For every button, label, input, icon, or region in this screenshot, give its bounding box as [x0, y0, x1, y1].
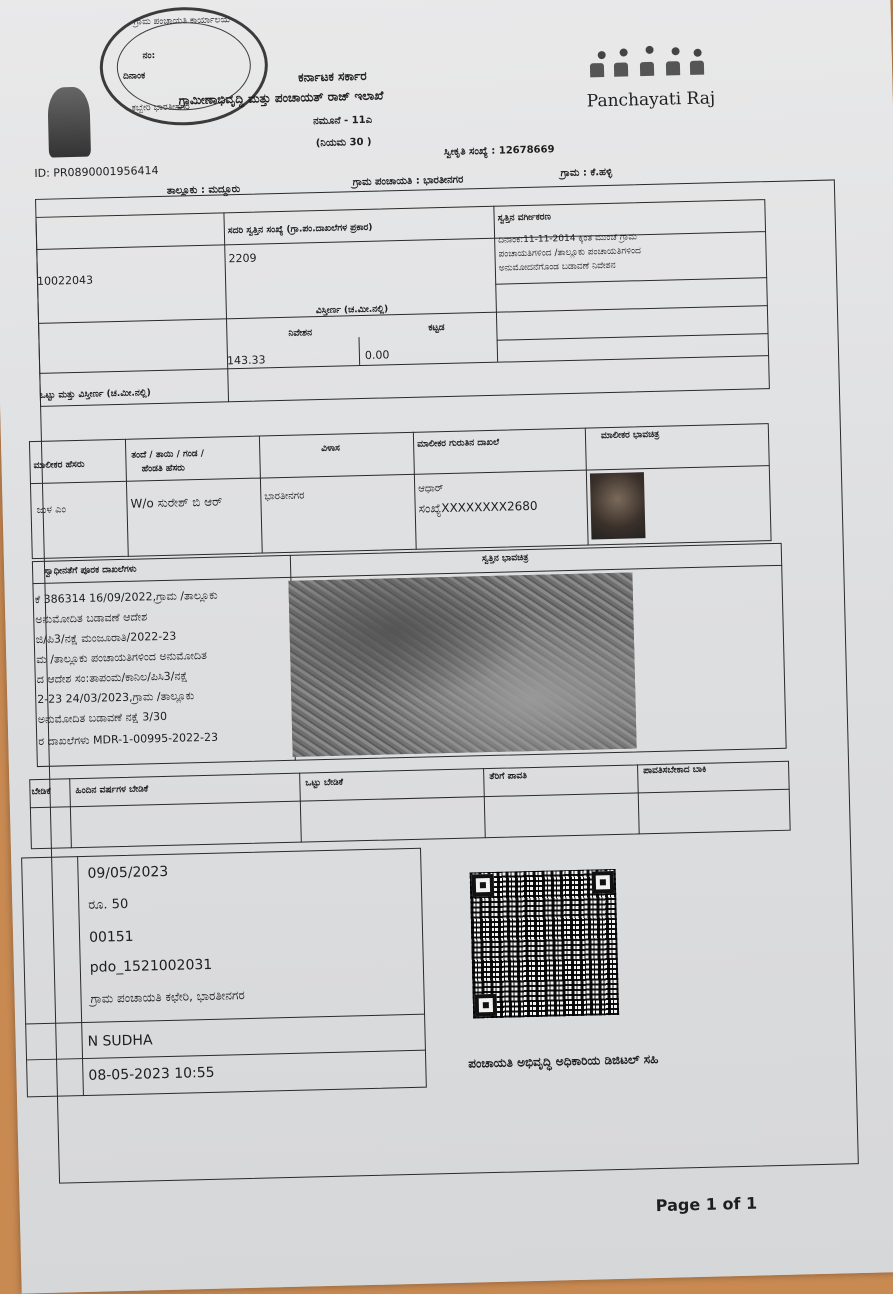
- tax-col-previous: ಹಿಂದಿನ ವರ್ಷಗಳ ಬೇಡಿಕೆ: [75, 784, 149, 797]
- col-parent-line-1: ತಂದೆ / ತಾಯಿ / ಗಂಡ /: [131, 448, 205, 461]
- page-number: Page 1 of 1: [655, 1193, 758, 1216]
- doc-line-7: ಅನುಮೋದಿತ ಬಡಾವಣೆ ನಕ್ಷೆ 3/30: [37, 709, 168, 727]
- seal-text-top: ಗ್ರಾಮ ಪಂಚಾಯತಿ ಕಾರ್ಯಾಲಯ: [133, 15, 231, 28]
- owner-id-number: ಸಂಖ್ಯೆXXXXXXXX2680: [418, 498, 538, 516]
- receipt-number: 00151: [88, 928, 134, 946]
- col-address: ವಿಳಾಸ: [321, 443, 340, 455]
- sign-timestamp: 08-05-2023 10:55: [88, 1064, 215, 1084]
- doc-line-2: ಅನುಮೋದಿತ ಬಡಾವಣೆ ಆದೇಶ: [35, 610, 148, 627]
- taluk: ತಾಲ್ಲೂಕು : ಮದ್ದೂರು: [166, 183, 241, 197]
- form-number: ನಮೂನೆ - 11ಎ: [313, 114, 373, 128]
- doc-line-4: ಮ /ತಾಲ್ಲೂಕು ಪಂಚಾಯತಿಗಳಿಂದ ಅನುಮೋದಿತ: [36, 648, 208, 667]
- site-area-value: 143.33: [226, 353, 266, 368]
- property-photo-label: ಸ್ವತ್ತಿನ ಭಾವಚಿತ್ರ: [481, 553, 529, 565]
- col-id-document: ಮಾಲೀಕರ ಗುರುತಿನ ದಾಖಲೆ: [417, 437, 500, 450]
- col-owner-photo: ಮಾಲೀಕರ ಭಾವಚಿತ್ರ: [600, 429, 660, 442]
- area-label: ವಿಸ್ತೀರ್ಣ (ಚ.ಮೀ.ನಲ್ಲಿ): [315, 304, 389, 317]
- property-photo: [288, 572, 636, 756]
- office-seal: [98, 5, 269, 127]
- officer-name: N SUDHA: [87, 1032, 153, 1050]
- brand-name: Panchayati Raj: [586, 88, 716, 112]
- payment-fee: ರೂ. 50: [88, 896, 129, 913]
- rule-number: (ನಿಯಮ 30 ): [315, 136, 372, 150]
- col-parent-line-2: ಹೆಂಡತಿ ಹೆಸರು: [141, 463, 186, 475]
- doc-line-5: ದ ಆದೇಶ ಸಂ:ತಾಪಂಮ/ಕಾನಿಲ/ಪಿಸಿ3/ನಕ್ಷೆ: [36, 669, 188, 687]
- owner-id-type: ಆಧಾರ್: [418, 483, 444, 495]
- ack-number: ಸ್ವೀಕೃತಿ ಸಂಖ್ಯೆ : 12678669: [443, 144, 555, 158]
- docs-label: ಸ್ವಾಧೀನತೆಗೆ ಪೂರಕ ದಾಖಲೆಗಳು: [44, 564, 137, 577]
- classification-line-1: ದಿನಾಂಕ:11-11-2014 ಕ್ಕಿಂತ ಮುಂಚೆ ಗ್ರಾಮ: [498, 232, 637, 246]
- site-label: ನಿವೇಶನ: [288, 328, 313, 339]
- tax-col-demand: ಬೇಡಿಕೆ: [31, 786, 51, 798]
- panchayati-raj-logo-icon: [585, 44, 716, 87]
- owner-address: ಭಾರತೀನಗರ: [264, 490, 305, 503]
- tax-col-total: ಒಟ್ಟು ಬೇಡಿಕೆ: [305, 777, 344, 789]
- property-id: ID: PR0890001956414: [34, 163, 159, 180]
- seal-date: ದಿನಾಂಕ: [122, 71, 146, 82]
- digital-signature-label: ಪಂಚಾಯತಿ ಅಭಿವೃದ್ಧಿ ಅಧಿಕಾರಿಯ ಡಿಜಿಟಲ್ ಸಹಿ: [468, 1051, 659, 1071]
- building-area-value: 0.00: [364, 348, 390, 362]
- seal-no: ನಂ:: [142, 50, 156, 62]
- property-left-code: 10022043: [36, 273, 94, 288]
- classification-label: ಸ್ವತ್ತಿನ ವರ್ಗೀಕರಣ: [497, 212, 551, 224]
- owner-name: ಜುಳ ಎಂ: [36, 504, 67, 517]
- dept-title: ಗ್ರಾಮೀಣಾಭಿವೃದ್ಧಿ ಮತ್ತು ಪಂಚಾಯತ್ ರಾಜ್ ಇಲಾಖೆ: [178, 88, 384, 108]
- classification-line-3: ಅನುಮೋದನೆಗೊಂಡ ಬಡಾವಣೆ ನಿವೇಶನ: [498, 260, 616, 274]
- seal-text-bottom: ಕಬ್ಬೇರಿ ಭಾರತೀನಗರ: [131, 102, 190, 114]
- karnataka-emblem-icon: [47, 87, 91, 158]
- tax-col-paid: ತೆರಿಗೆ ಪಾವತಿ: [489, 771, 528, 783]
- col-owner-name: ಮಾಲೀಕರ ಹೆಸರು: [33, 459, 85, 472]
- classification-line-2: ಪಂಚಾಯತಿಗಳಿಂದ /ತಾಲ್ಲೂಕು ಪಂಚಾಯತಿಗಳಿಂದ: [498, 246, 641, 260]
- building-label: ಕಟ್ಟಡ: [428, 322, 445, 334]
- doc-line-3: ಜಿ/ಪಿ3/ನಕ್ಷೆ ಮಂಜೂರಾತಿ/2022-23: [35, 629, 177, 647]
- survey-label: ಸದರಿ ಸ್ವತ್ತಿನ ಸಂಖ್ಯೆ (ಗ್ರಾ.ಪಂ.ದಾಖಲೆಗಳ ಪ್ರಕಾರ): [227, 222, 373, 237]
- owner-parent: W/o ಸುರೇಶ್ ಬಿ ಆರ್: [130, 494, 223, 511]
- village: ಗ್ರಾಮ : ಕೆ.ಹಳ್ಳಿ: [560, 166, 613, 180]
- qr-code: [470, 869, 620, 1019]
- gov-title: ಕರ್ನಾಟಕ ಸರ್ಕಾರ: [297, 68, 367, 85]
- tax-col-balance: ಪಾವತಿಸಬೇಕಾದ ಬಾಕಿ: [643, 764, 707, 777]
- gram-panchayat: ಗ್ರಾಮ ಪಂಚಾಯತಿ : ಭಾರತೀನಗರ: [352, 174, 464, 189]
- owner-table: [29, 423, 772, 559]
- owner-photo: [590, 472, 646, 539]
- property-table: [35, 199, 769, 407]
- survey-value: 2209: [228, 251, 257, 266]
- doc-line-8: ರ ದಾಖಲೆಗಳು MDR-1-00995-2022-23: [38, 730, 219, 749]
- doc-line-1: ಕೆ 386314 16/09/2022,ಗ್ರಾಮ /ತಾಲ್ಲೂಕು: [34, 588, 218, 607]
- issuing-office: ಗ್ರಾಮ ಪಂಚಾಯತಿ ಕಛೇರಿ, ಭಾರತೀನಗರ: [90, 988, 245, 1006]
- payment-date: 09/05/2023: [87, 863, 169, 882]
- total-area-label: ಒಟ್ಟು ಮತ್ತು ವಿಸ್ತೀರ್ಣ (ಚ.ಮೀ.ನಲ್ಲಿ): [39, 388, 151, 401]
- pdo-id: pdo_1521002031: [89, 956, 213, 976]
- doc-line-6: 2-23 24/03/2023,ಗ್ರಾಮ /ತಾಲ್ಲೂಕು: [37, 689, 195, 707]
